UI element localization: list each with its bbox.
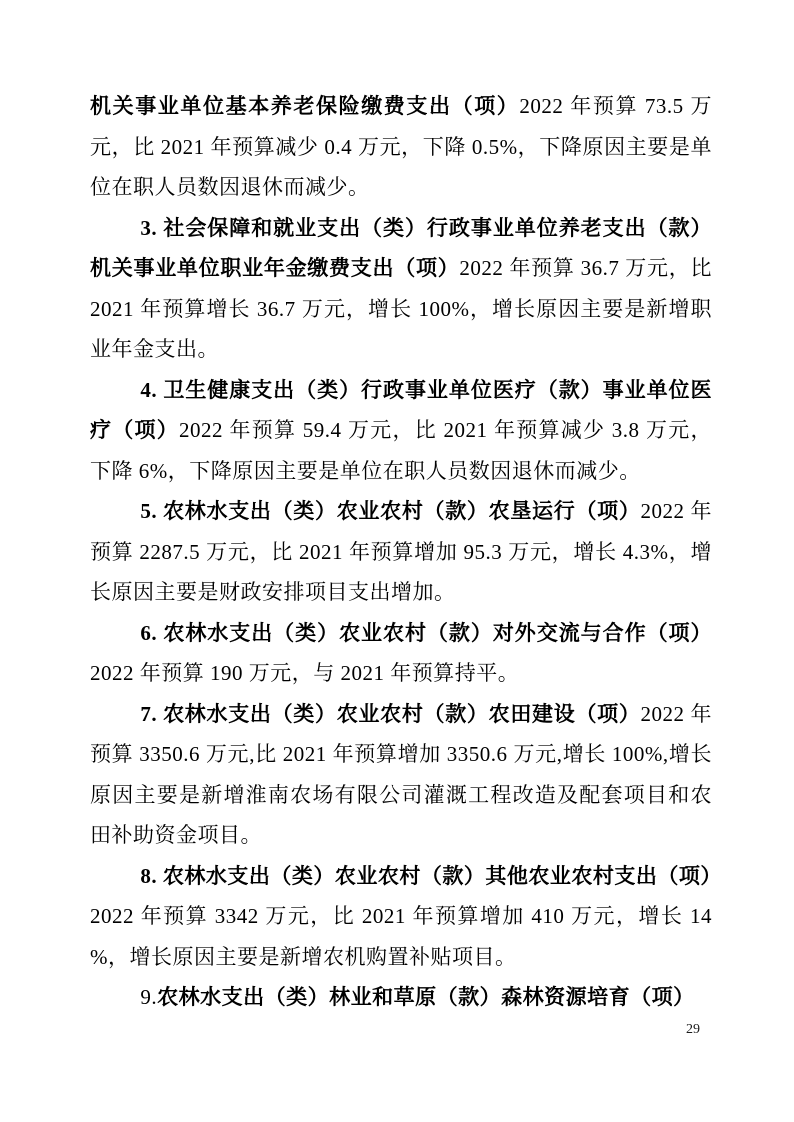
paragraph-body: 2022 年预算 59.4 万元，比 2021 年预算减少 3.8 万元，下降 6%，下降原因主要是单位在职人员数因退休而减少。 — [90, 418, 712, 483]
page-number: 29 — [686, 1022, 700, 1037]
paragraph-heading: 机关事业单位基本养老保险缴费支出（项） — [90, 94, 520, 118]
paragraph-heading: 农林水支出（类）林业和草原（款）森林资源培育（项） — [157, 985, 695, 1009]
paragraph-heading: 5. 农林水支出（类）农业农村（款）农垦运行（项） — [140, 499, 641, 523]
paragraph-body: 2022 年预算 3350.6 万元,比 2021 年预算增加 3350.6 万元,增长 100%,增长原因主要是新增淮南农场有限公司灌溉工程改造及配套项目和农田补助资金项目。 — [90, 701, 712, 847]
paragraph — [90, 370, 712, 492]
paragraph-number: 9. — [140, 985, 158, 1009]
paragraph — [90, 977, 712, 1018]
paragraph — [90, 613, 712, 694]
paragraph-heading: 8. 农林水支出（类）农业农村（款）其他农业农村支出（项） — [140, 863, 722, 888]
paragraph-body: 2022 年预算 190 万元，与 2021 年预算持平。 — [90, 661, 520, 685]
paragraph — [90, 86, 712, 208]
paragraph-heading: 6. 农林水支出（类）农业农村（款）对外交流与合作（项） — [140, 620, 712, 645]
paragraph-heading: 4. 卫生健康支出（类）行政事业单位医疗（款）事业单位医疗（项） — [90, 377, 712, 442]
paragraph-heading: 7. 农林水支出（类）农业农村（款）农田建设（项） — [140, 701, 641, 726]
paragraph — [90, 208, 712, 370]
paragraph-body: 2022 年预算 3342 万元，比 2021 年预算增加 410 万元，增长 14 %，增长原因主要是新增农机购置补贴项目。 — [90, 904, 712, 969]
paragraph-body: 2022 年预算 73.5 万元，比 2021 年预算减少 0.4 万元，下降 0.5%，下降原因主要是单位在职人员数因退休而减少。 — [90, 94, 713, 199]
paragraph — [90, 856, 722, 978]
paragraph — [90, 694, 712, 856]
paragraph — [90, 491, 712, 613]
document-content — [90, 86, 722, 1018]
paragraph-heading: 3. 社会保障和就业支出（类）行政事业单位养老支出（款）机关事业单位职业年金缴费支出（项） — [90, 215, 712, 280]
paragraph-body: 2022 年预算 36.7 万元，比 2021 年预算增长 36.7 万元，增长 100%，增长原因主要是新增职业年金支出。 — [90, 256, 712, 361]
paragraph-body: 2022 年预算 2287.5 万元，比 2021 年预算增加 95.3 万元，增长 4.3%，增长原因主要是财政安排项目支出增加。 — [90, 499, 712, 604]
